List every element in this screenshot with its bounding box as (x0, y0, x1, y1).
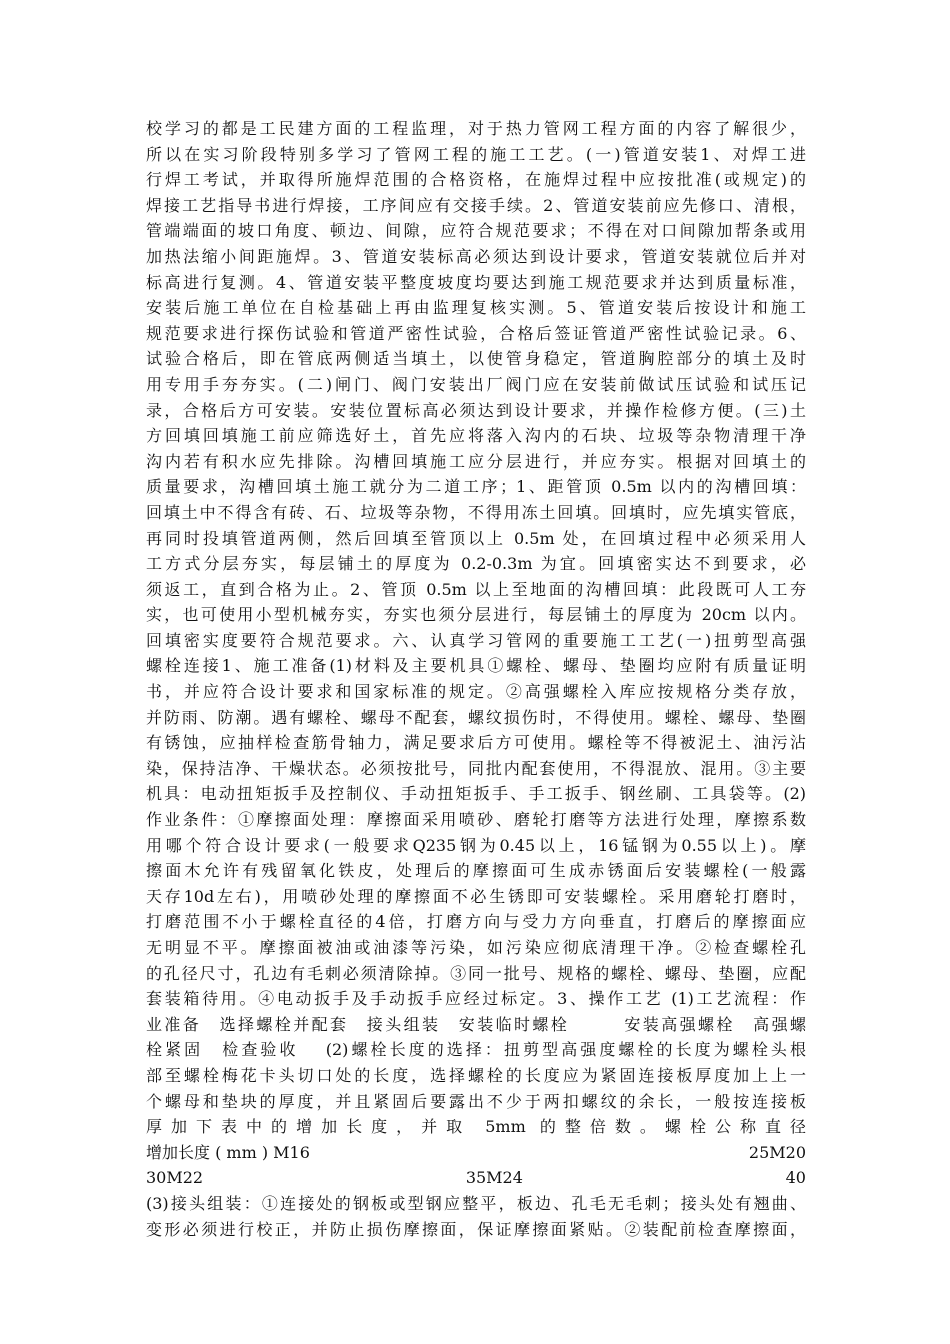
text-line: 加热法缩小间距施焊。3、管道安装标高必须达到设计要求，管道安装就位后并对 (146, 246, 806, 266)
text-line: 工方式分层夯实，每层铺土的厚度为 0.2-0.3m 为宜。回填密实达不到要求，必 (146, 554, 806, 574)
text-line: (3)接头组装：①连接处的钢板或型钢应整平，板边、孔毛无毛刺；接头处有翘曲、 (146, 1193, 806, 1213)
text-line: 变形必须进行校正，并防止损伤摩擦面，保证摩擦面紧贴。②装配前检查摩擦面， (146, 1219, 806, 1239)
text-line: 标高进行复测。4、管道安装平整度坡度均要达到施工规范要求并达到质量标准， (146, 272, 806, 292)
table-cell: 35M24 (465, 1168, 523, 1188)
text-line: 所以在实习阶段特别多学习了管网工程的施工工艺。(一)管道安装1、对焊工进 (146, 144, 806, 164)
table-cell: 30M22 (146, 1168, 204, 1188)
body-text (146, 116, 806, 1242)
text-line: 个螺母和垫块的厚度，并且紧固后要露出不少于两扣螺纹的余长，一般按连接板 (146, 1091, 806, 1111)
text-line: 业准备 选择螺栓并配套 接头组装 安装临时螺栓 安装高强螺栓 高强螺 (146, 1014, 806, 1034)
table-cell: 40 (785, 1168, 806, 1188)
text-line: 厚加下表中的增加长度，并取 5mm 的整倍数。螺栓公称直径 (146, 1117, 806, 1137)
text-line: 规范要求进行探伤试验和管道严密性试验，合格后签证管道严密性试验记录。6、 (146, 323, 806, 343)
text-line: 用哪个符合设计要求(一般要求Q235钢为0.45以上，16锰钢为0.55以上)。摩 (146, 835, 806, 855)
text-line: 栓紧固 检查验收 (2)螺栓长度的选择：扭剪型高强度螺栓的长度为螺栓头根 (146, 1040, 806, 1060)
text-line: 再同时投填管道两侧，然后回填至管顶以上 0.5m 处，在回填过程中必须采用人 (146, 528, 806, 548)
text-line: 用专用手夯夯实。(二)闸门、阀门安装出厂阀门应在安装前做试压试验和试压记 (146, 374, 806, 394)
text-line: 回填密实度要符合规范要求。六、认真学习管网的重要施工工艺(一)扭剪型高强 (146, 630, 806, 650)
text-line: 作业条件：①摩擦面处理：摩擦面采用喷砂、磨轮打磨等方法进行处理，摩擦系数 (146, 810, 806, 830)
text-line: 的孔径尺寸，孔边有毛刺必须清除掉。③同一批号、规格的螺栓、螺母、垫圈，应配 (146, 963, 806, 983)
text-line: 录，合格后方可安装。安装位置标高必须达到设计要求，并操作检修方便。(三)土 (146, 400, 806, 420)
text-line: 擦面木允许有残留氧化铁皮，处理后的摩擦面可生成赤锈面后安装螺栓(一般露 (146, 861, 806, 881)
text-line: 打磨范围不小于螺栓直径的4倍，打磨方向与受力方向垂直，打磨后的摩擦面应 (146, 912, 806, 932)
text-line: 回填土中不得含有砖、石、垃圾等杂物，不得用冻土回填。回填时，应先填实管底， (146, 502, 806, 522)
text-line: 并防雨、防潮。遇有螺栓、螺母不配套，螺纹损伤时，不得使用。螺栓、螺母、垫圈 (146, 707, 806, 727)
text-line: 行焊工考试，并取得所施焊范围的合格资格，在施焊过程中应按批准(或规定)的 (146, 170, 806, 190)
text-line: 沟内若有积水应先排除。沟槽回填施工应分层进行，并应夯实。根据对回填土的 (146, 451, 806, 471)
text-line: 有锈蚀，应抽样检查筋骨轴力，满足要求后方可使用。螺栓等不得被泥土、油污沾 (146, 733, 806, 753)
text-line: 焊接工艺指导书进行焊接，工序间应有交接手续。2、管道安装前应先修口、清根， (146, 195, 806, 215)
text-line: 机具：电动扭矩扳手及控制仪、手动扭矩扳手、手工扳手、钢丝刷、工具袋等。(2) (146, 784, 806, 804)
paragraph-lines-tail (146, 1191, 806, 1242)
text-line: 套装箱待用。④电动扳手及手动扳手应经过标定。3、操作工艺 (1)工艺流程：作 (146, 989, 806, 1009)
table-row (146, 1140, 806, 1166)
text-line: 螺栓连接1、施工准备(1)材料及主要机具①螺栓、螺母、垫圈均应附有质量证明 (146, 656, 806, 676)
text-line: 无明显不平。摩擦面被油或油漆等污染，如污染应彻底清理干净。②检查螺栓孔 (146, 938, 806, 957)
table-row (146, 1165, 806, 1191)
text-line: 校学习的都是工民建方面的工程监理，对于热力管网工程方面的内容了解很少， (146, 119, 806, 138)
text-line: 染，保持洁净、干燥状态。必须按批号，同批内配套使用，不得混放、混用。③主要 (146, 758, 806, 778)
text-line: 书，并应符合设计要求和国家标准的规定。②高强螺栓入库应按规格分类存放， (146, 682, 806, 702)
text-line: 实，也可使用小型机械夯实，夯实也须分层进行，每层铺土的厚度为 20cm 以内。 (146, 605, 806, 625)
table-cell: 增加长度 ( mm ) M16 (146, 1142, 310, 1162)
table-cell: 25M20 (748, 1142, 806, 1162)
text-line: 天存10d左右)，用喷砂处理的摩擦面不必生锈即可安装螺栓。采用磨轮打磨时， (146, 886, 806, 906)
paragraph-lines (146, 116, 806, 1140)
text-line: 部至螺栓梅花卡头切口处的长度，选择螺栓的长度应为紧固连接板厚度加上上一 (146, 1065, 806, 1085)
text-line: 须返工，直到合格为止。2、管顶 0.5m 以上至地面的沟槽回填：此段既可人工夯 (146, 579, 806, 599)
text-line: 方回填回填施工前应筛选好土，首先应将落入沟内的石块、垃圾等杂物清理干净 (146, 426, 806, 446)
text-line: 管端端面的坡口角度、顿边、间隙，应符合规范要求；不得在对口间隙加帮条或用 (146, 221, 806, 241)
text-line: 质量要求，沟槽回填土施工就分为二道工序；1、距管顶 0.5m 以内的沟槽回填： (146, 477, 806, 497)
text-line: 安装后施工单位在自检基础上再由监理复核实测。5、管道安装后按设计和施工 (146, 298, 806, 318)
text-line: 试验合格后，即在管底两侧适当填土，以使管身稳定，管道胸腔部分的填土及时 (146, 349, 806, 369)
